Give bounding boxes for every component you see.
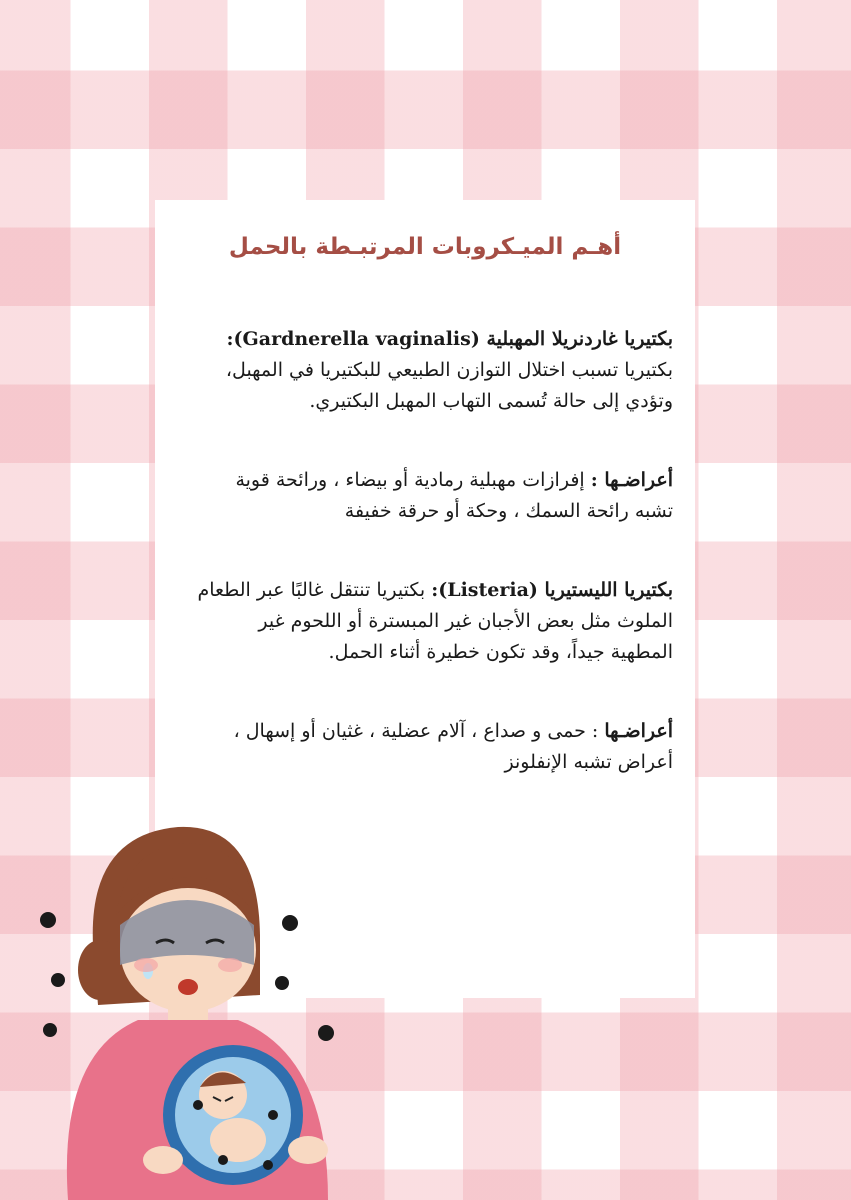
section-text: إفرازات مهبلية رمادية أو بيضاء ، ورائحة قوية تشبه رائحة السمك ، وحكة أو حرقة خفيفة (235, 469, 673, 522)
section-listeria-symptoms (193, 716, 673, 778)
section-heading: بكتيريا غاردنريلا المهبلية (Gardnerella vaginalis): (226, 328, 673, 350)
page-title: أهـم الميـكروبات المرتبـطة بالحمل (228, 234, 622, 260)
section-gardnerella (193, 324, 673, 417)
section-text: : حمى و صداع ، آلام عضلية ، غثيان أو إسهال ، أعراض تشبه الإنفلونز (233, 720, 673, 773)
section-listeria (193, 575, 673, 668)
section-heading: أعراضـها : (590, 469, 673, 491)
section-text: بكتيريا تسبب اختلال التوازن الطبيعي للبكتيريا في المهبل، وتؤدي إلى حالة تُسمى التهاب المهبل البكتيري. (225, 359, 673, 412)
section-gardnerella-symptoms (193, 465, 673, 527)
sick-pregnant-woman-illustration (28, 815, 368, 1200)
article-body (193, 324, 673, 826)
section-text: بكتيريا تنتقل غالبًا عبر الطعام الملوث مثل بعض الأجبان غير المبسترة أو اللحوم غير المطهية جيداً، وقد تكون خطيرة أثناء الحمل. (197, 579, 673, 663)
section-heading: بكتيريا الليستيريا (Listeria): (431, 579, 673, 601)
section-heading: أعراضـها (604, 720, 673, 742)
